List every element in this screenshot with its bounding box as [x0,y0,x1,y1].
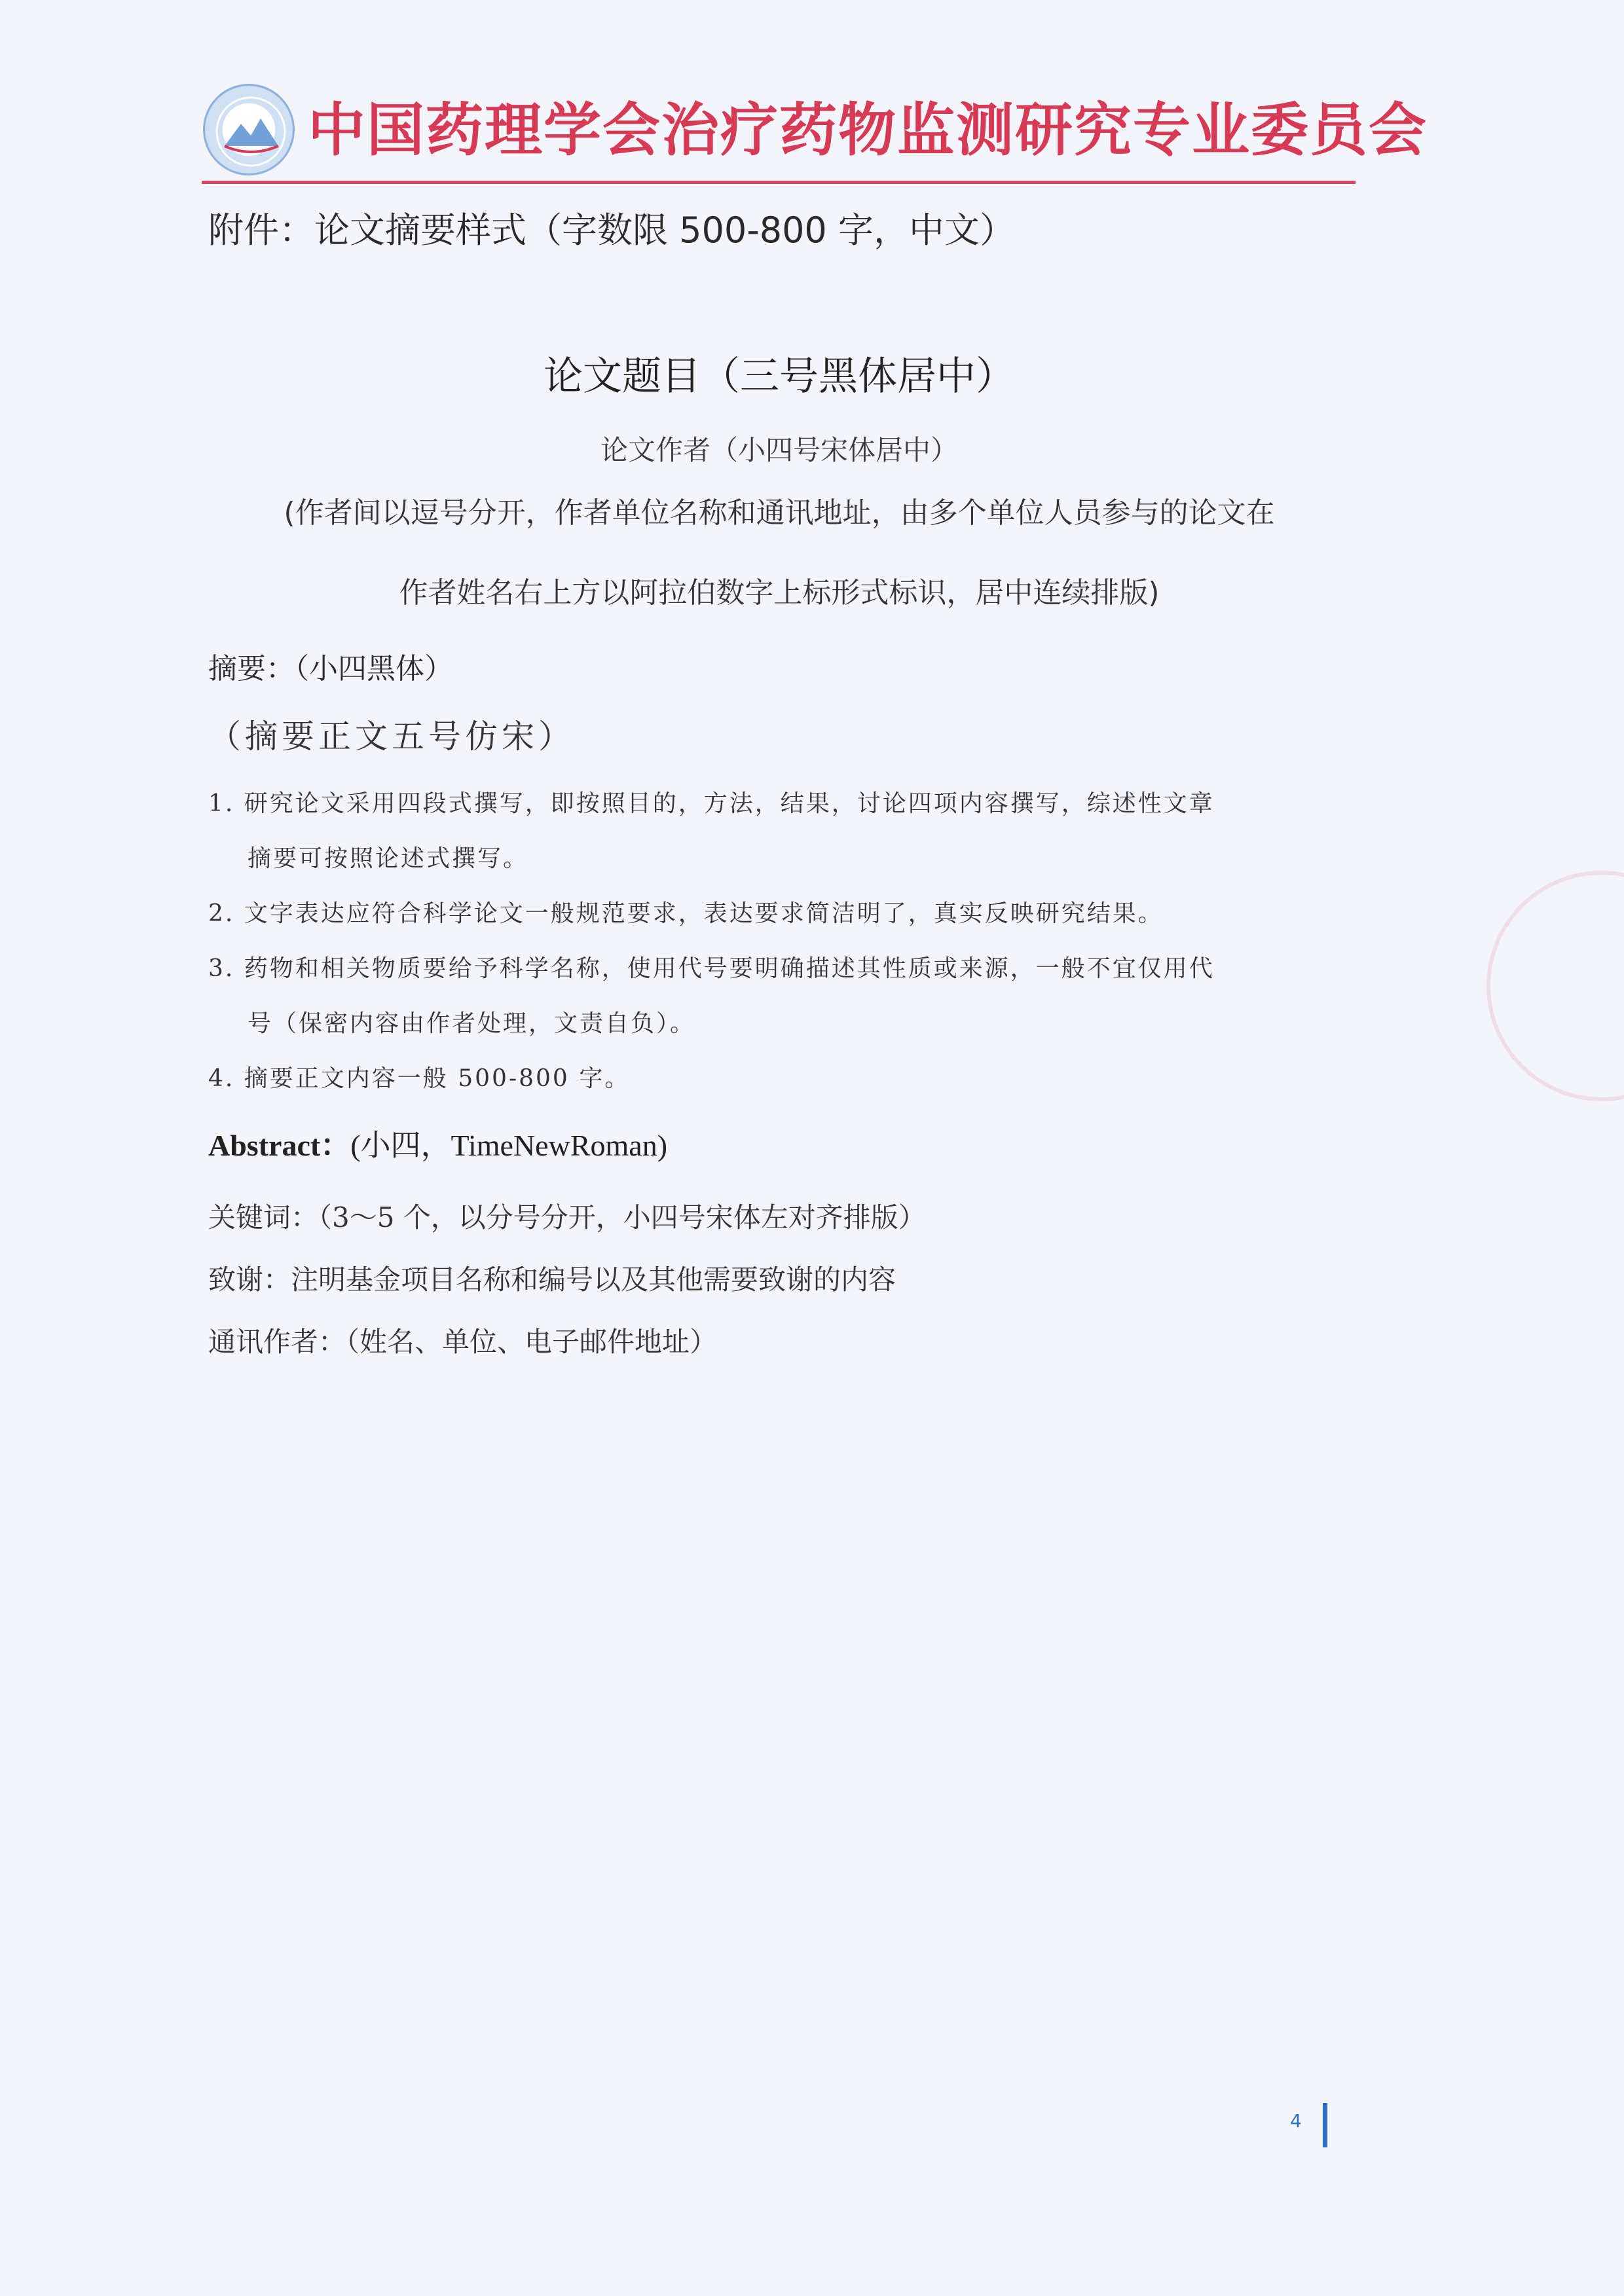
page-number-bar [1323,2103,1327,2147]
header-divider [202,181,1356,184]
affiliation-line-1: (作者间以逗号分开，作者单位名称和通讯地址，由多个单位人员参与的论文在 [284,496,1275,530]
keywords-line: 关键词：（3～5 个，以分号分开，小四号宋体左对齐排版） [208,1201,926,1233]
list-item [208,886,1164,941]
acknowledgement-line: 致谢：注明基金项目名称和编号以及其他需要致谢的内容 [208,1264,896,1296]
list-item-line: 摘要可按照论述式撰写。 [248,845,529,872]
society-logo-icon [203,84,295,175]
list-item-line: 1. 研究论文采用四段式撰写，即按照目的，方法，结果，讨论四项内容撰写，综述性文章 [208,790,1215,817]
list-item-line: 4. 摘要正文内容一般 500-800 字。 [208,1065,631,1092]
list-item-line: 2. 文字表达应符合科学论文一般规范要求，表达要求简洁明了，真实反映研究结果。 [208,900,1164,927]
letterhead [203,84,1428,182]
list-item-line: 号（保密内容由作者处理，文责自负）。 [248,1010,696,1037]
page-number: 4 [1290,2110,1302,2132]
english-abstract-label: Abstract： [208,1129,351,1162]
list-item-line: 3. 药物和相关物质要给予科学名称，使用代号要明确描述其性质或来源，一般不宜仅用代 [208,955,1215,982]
paper-title: 论文题目（三号黑体居中） [544,354,1015,399]
abstract-body-note: （摘要正文五号仿宋） [208,718,575,756]
english-abstract [208,1125,667,1167]
english-abstract-note: (小四，TimeNewRoman) [350,1129,668,1162]
attachment-label: 附件：论文摘要样式（字数限 500-800 字，中文） [208,210,1015,251]
list-item [208,1051,630,1106]
organization-name: 中国药理学会治疗药物监测研究专业委员会 [308,96,1428,164]
abstract-heading: 摘要：（小四黑体） [208,652,453,685]
paper-author: 论文作者（小四号宋体居中） [600,434,958,466]
list-item [208,776,1215,886]
affiliation-line-2: 作者姓名右上方以阿拉伯数字上标形式标识，居中连续排版) [399,576,1160,610]
corresponding-author-line: 通讯作者：（姓名、单位、电子邮件地址） [208,1326,718,1358]
list-item [208,941,1215,1051]
faint-stamp [1486,871,1624,1101]
